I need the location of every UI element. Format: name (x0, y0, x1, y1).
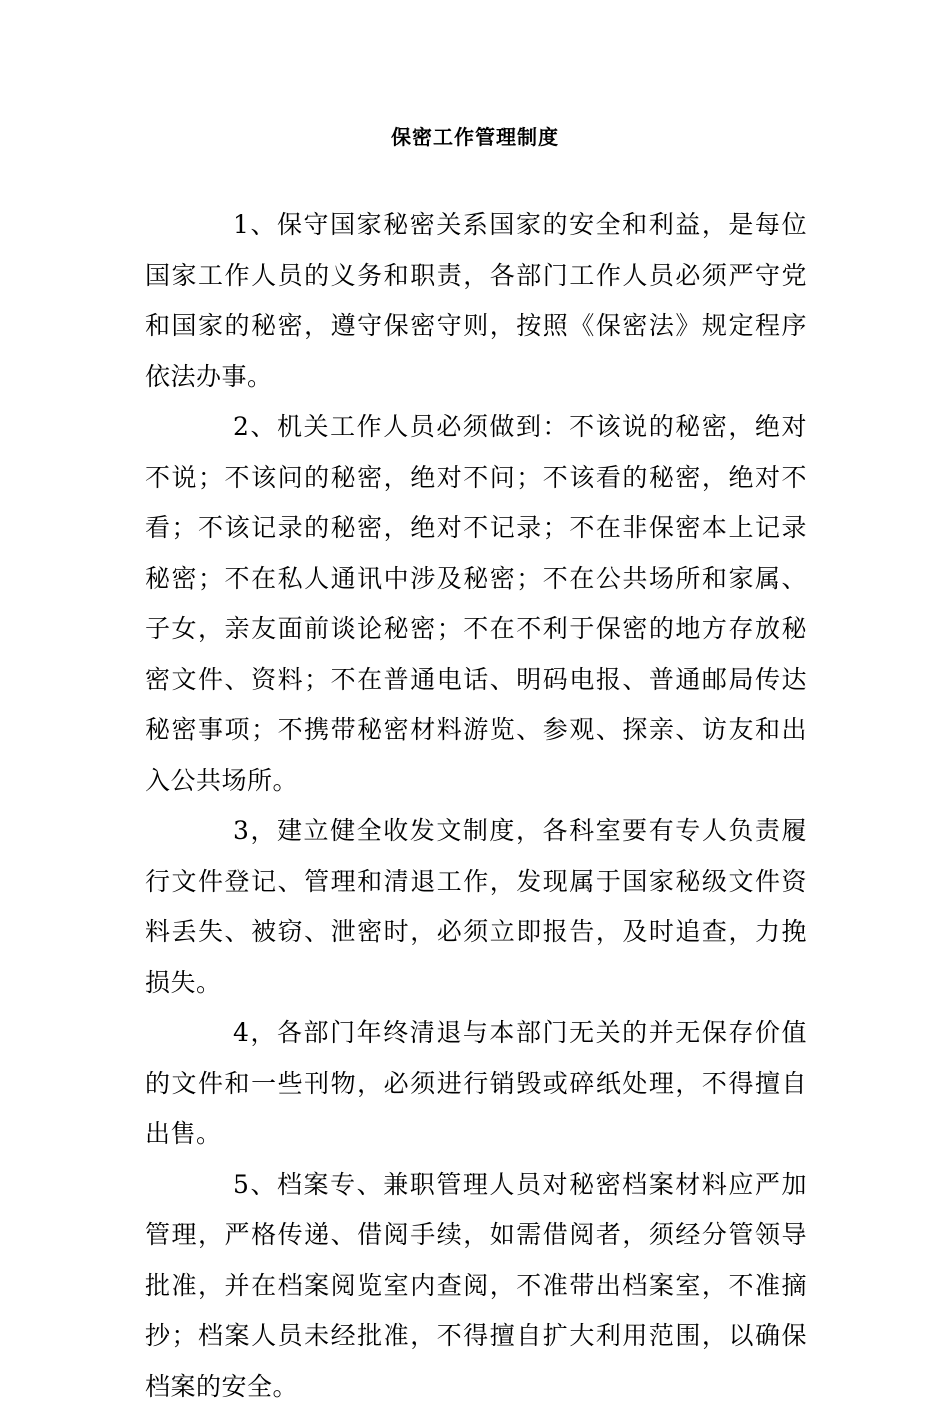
paragraph-5: 5、档案专、兼职管理人员对秘密档案材料应严加管理，严格传递、借阅手续，如需借阅者，须经分管领导批准，并在档案阅览室内查阅，不准带出档案室，不准摘抄；档案人员未经批准，不得擅自扩大利用范围，以确保档案的安全。 (145, 1160, 807, 1412)
paragraph-1: 1、保守国家秘密关系国家的安全和利益，是每位国家工作人员的义务和职责，各部门工作人员必须严守党和国家的秘密，遵守保密守则，按照《保密法》规定程序依法办事。 (145, 200, 807, 402)
document-title: 保密工作管理制度 (0, 122, 950, 152)
document-body (145, 200, 807, 1412)
paragraph-3: 3，建立健全收发文制度，各科室要有专人负责履行文件登记、管理和清退工作，发现属于国家秘级文件资料丢失、被窃、泄密时，必须立即报告，及时追查，力挽损失。 (145, 806, 807, 1008)
paragraph-2: 2、机关工作人员必须做到：不该说的秘密，绝对不说；不该问的秘密，绝对不问；不该看的秘密，绝对不看；不该记录的秘密，绝对不记录；不在非保密本上记录秘密；不在私人通讯中涉及秘密；不在公共场所和家属、子女，亲友面前谈论秘密；不在不利于保密的地方存放秘密文件、资料；不在普通电话、明码电报、普通邮局传达秘密事项；不携带秘密材料游览、参观、探亲、访友和出入公共场所。 (145, 402, 807, 806)
paragraph-4: 4，各部门年终清退与本部门无关的并无保存价值的文件和一些刊物，必须进行销毁或碎纸处理，不得擅自出售。 (145, 1008, 807, 1160)
